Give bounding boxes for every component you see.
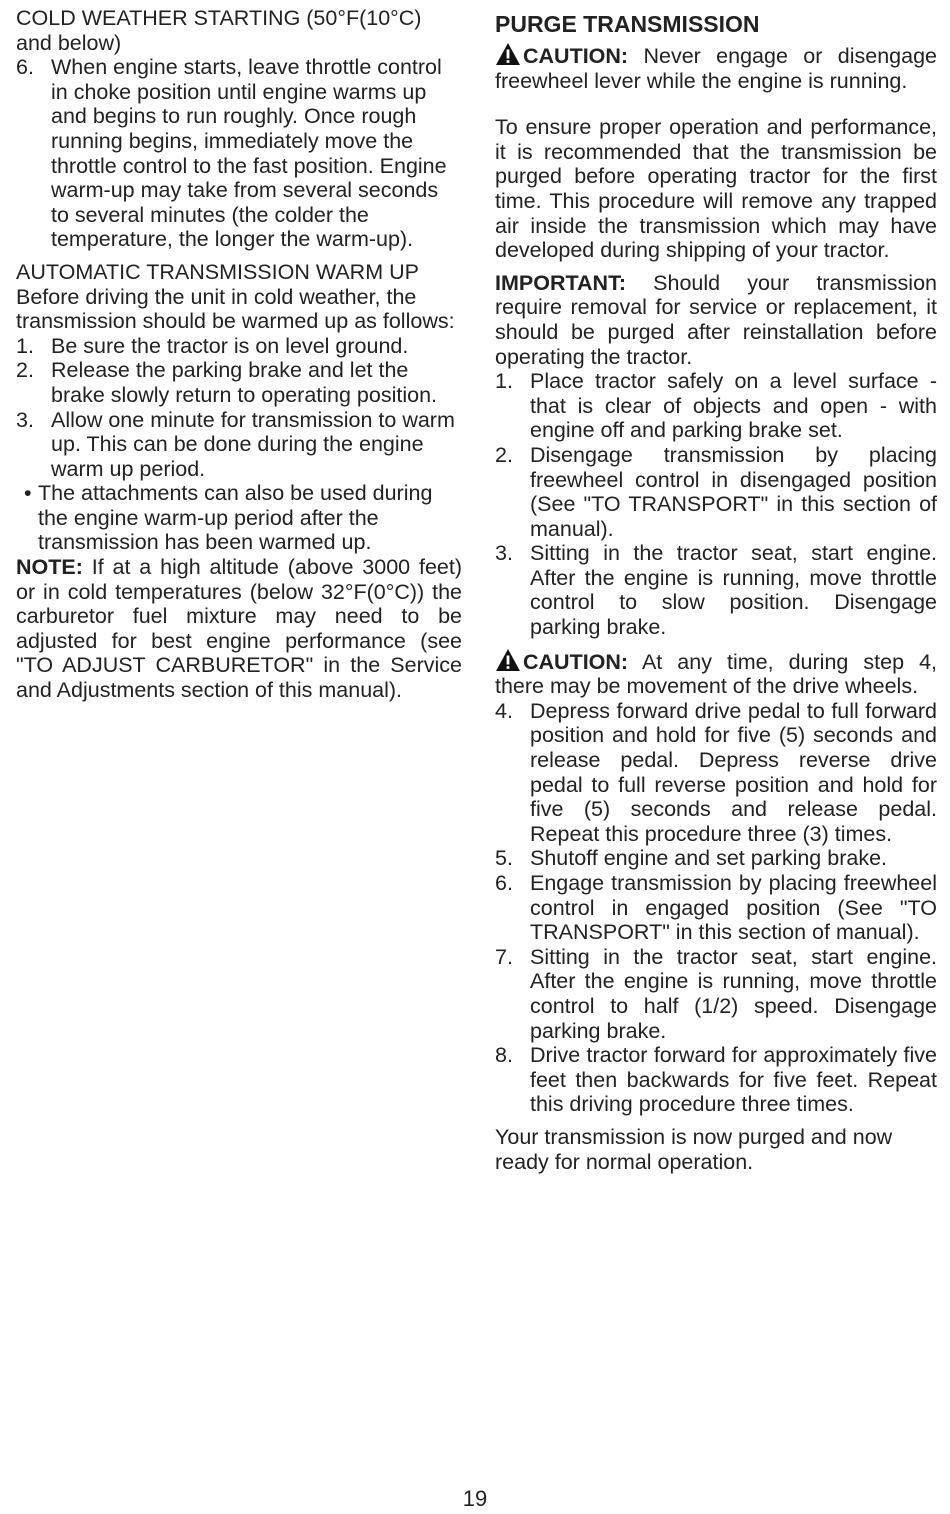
note-label: NOTE:	[16, 555, 83, 580]
caution-label: CAUTION:	[523, 649, 629, 674]
step-text: When engine starts, leave throttle control in choke position until engine warms up and begins to run roughly. Once rough running begins, immediately move the throttle control to the fast position. Engine warm-up may take from several seconds to several minutes (the colder the temperature, the longer the warm-up).	[51, 55, 447, 252]
important-label: IMPORTANT:	[495, 270, 626, 295]
right-column	[495, 6, 937, 1174]
list-item	[495, 541, 937, 639]
step-text: Depress forward drive pedal to full forward position and hold for five (5) seconds and release pedal. Depress reverse drive pedal to full reverse position and hold for five (5) seconds and release pedal. Repeat this procedure three (3) times.	[530, 698, 937, 846]
important-note	[495, 271, 937, 369]
list-item	[16, 55, 462, 252]
step-text: Sitting in the tractor seat, start engine. After the engine is running, move throttle control to slow position. Disengage parking brake.	[530, 541, 937, 640]
note-text: If at a high altitude (above 3000 feet) or in cold temperatures (below 32°F(0°C)) the carburetor fuel mixture may need to be adjusted for best engine performance (see "TO ADJUST CARBURETOR" in the Service and Adjustments section of this manual).	[16, 555, 462, 703]
purge-steps-b	[495, 699, 937, 1117]
list-item	[495, 1043, 937, 1117]
cold-weather-heading: COLD WEATHER STARTING (50°F(10°C) and below)	[16, 6, 422, 55]
list-item	[16, 408, 462, 482]
step-number: 1.	[16, 333, 34, 358]
warmup-intro: Before driving the unit in cold weather, the transmission should be warmed up as follows:	[16, 284, 455, 334]
list-item	[16, 334, 462, 359]
step-number: 2.	[16, 358, 34, 383]
list-item	[495, 871, 937, 945]
list-item	[16, 358, 462, 407]
purge-steps-a	[495, 369, 937, 640]
left-column	[16, 6, 462, 703]
purge-intro: To ensure proper operation and performance, it is recommended that the transmission be purged before operating tractor for the first time. This procedure will remove any trapped air inside the transmission which may have developed during shipping of your tractor.	[495, 115, 937, 263]
cold-weather-steps	[16, 55, 462, 252]
step-text: Drive tractor forward for approximately five feet then backwards for five feet. Repeat this driving procedure three times.	[530, 1043, 937, 1117]
bullet-dot: •	[24, 481, 32, 506]
warning-triangle-icon	[495, 648, 521, 672]
step-number: 6.	[16, 55, 34, 80]
step-number: 2.	[495, 442, 513, 467]
step-text: Engage transmission by placing freewheel control in engaged position (See "TO TRANSPORT" in this section of manual).	[530, 871, 937, 945]
list-item	[495, 443, 937, 541]
caution-label: CAUTION:	[523, 44, 629, 68]
list-item	[495, 846, 937, 871]
purge-transmission-heading: PURGE TRANSMISSION	[495, 11, 760, 37]
list-item	[495, 699, 937, 847]
step-number: 8.	[495, 1043, 513, 1068]
step-number: 7.	[495, 944, 513, 969]
step-text: Be sure the tractor is on level ground.	[51, 333, 409, 358]
warmup-steps	[16, 334, 462, 482]
caution-drive-wheels	[495, 648, 937, 699]
bullet-text: The attachments can also be used during the engine warm-up period after the transmission has been warmed up.	[38, 481, 433, 555]
step-text: Sitting in the tractor seat, start engine. After the engine is running, move throttle control to half (1/2) speed. Disengage parking brake.	[530, 944, 937, 1043]
step-number: 3.	[495, 541, 513, 566]
step-number: 6.	[495, 871, 513, 895]
warning-triangle-icon	[495, 42, 521, 66]
important-text: Should your transmission require removal for service or replacement, it should be purged after reinstallation before operating the tractor.	[495, 270, 937, 369]
attachments-bullet	[16, 481, 462, 555]
step-number: 3.	[16, 407, 34, 432]
step-text: Shutoff engine and set parking brake.	[530, 846, 887, 871]
step-text: Place tractor safely on a level surface - that is clear of objects and open - with engine off and parking brake set.	[530, 369, 937, 443]
step-text: Allow one minute for transmission to warm up. This can be done during the engine warm up period.	[51, 407, 455, 481]
caution-text: At any time, during step 4, there may be movement of the drive wheels.	[495, 649, 937, 699]
step-number: 4.	[495, 698, 513, 723]
list-item	[495, 945, 937, 1043]
caution-freewheel	[495, 42, 937, 93]
step-number: 5.	[495, 846, 513, 871]
warmup-heading: AUTOMATIC TRANSMISSION WARM UP	[16, 259, 419, 284]
list-item	[495, 369, 937, 443]
caution-text: Never engage or disengage freewheel lever while the engine is running.	[495, 44, 937, 93]
step-text: Release the parking brake and let the brake slowly return to operating position.	[51, 358, 438, 407]
altitude-note	[16, 555, 462, 703]
step-number: 1.	[495, 369, 513, 394]
page-number: 19	[462, 1486, 488, 1511]
step-text: Disengage transmission by placing freewheel control in disengaged position (See "TO TRANSPORT" in this section of manual).	[530, 442, 937, 541]
purge-closing: Your transmission is now purged and now ready for normal operation.	[495, 1124, 893, 1174]
